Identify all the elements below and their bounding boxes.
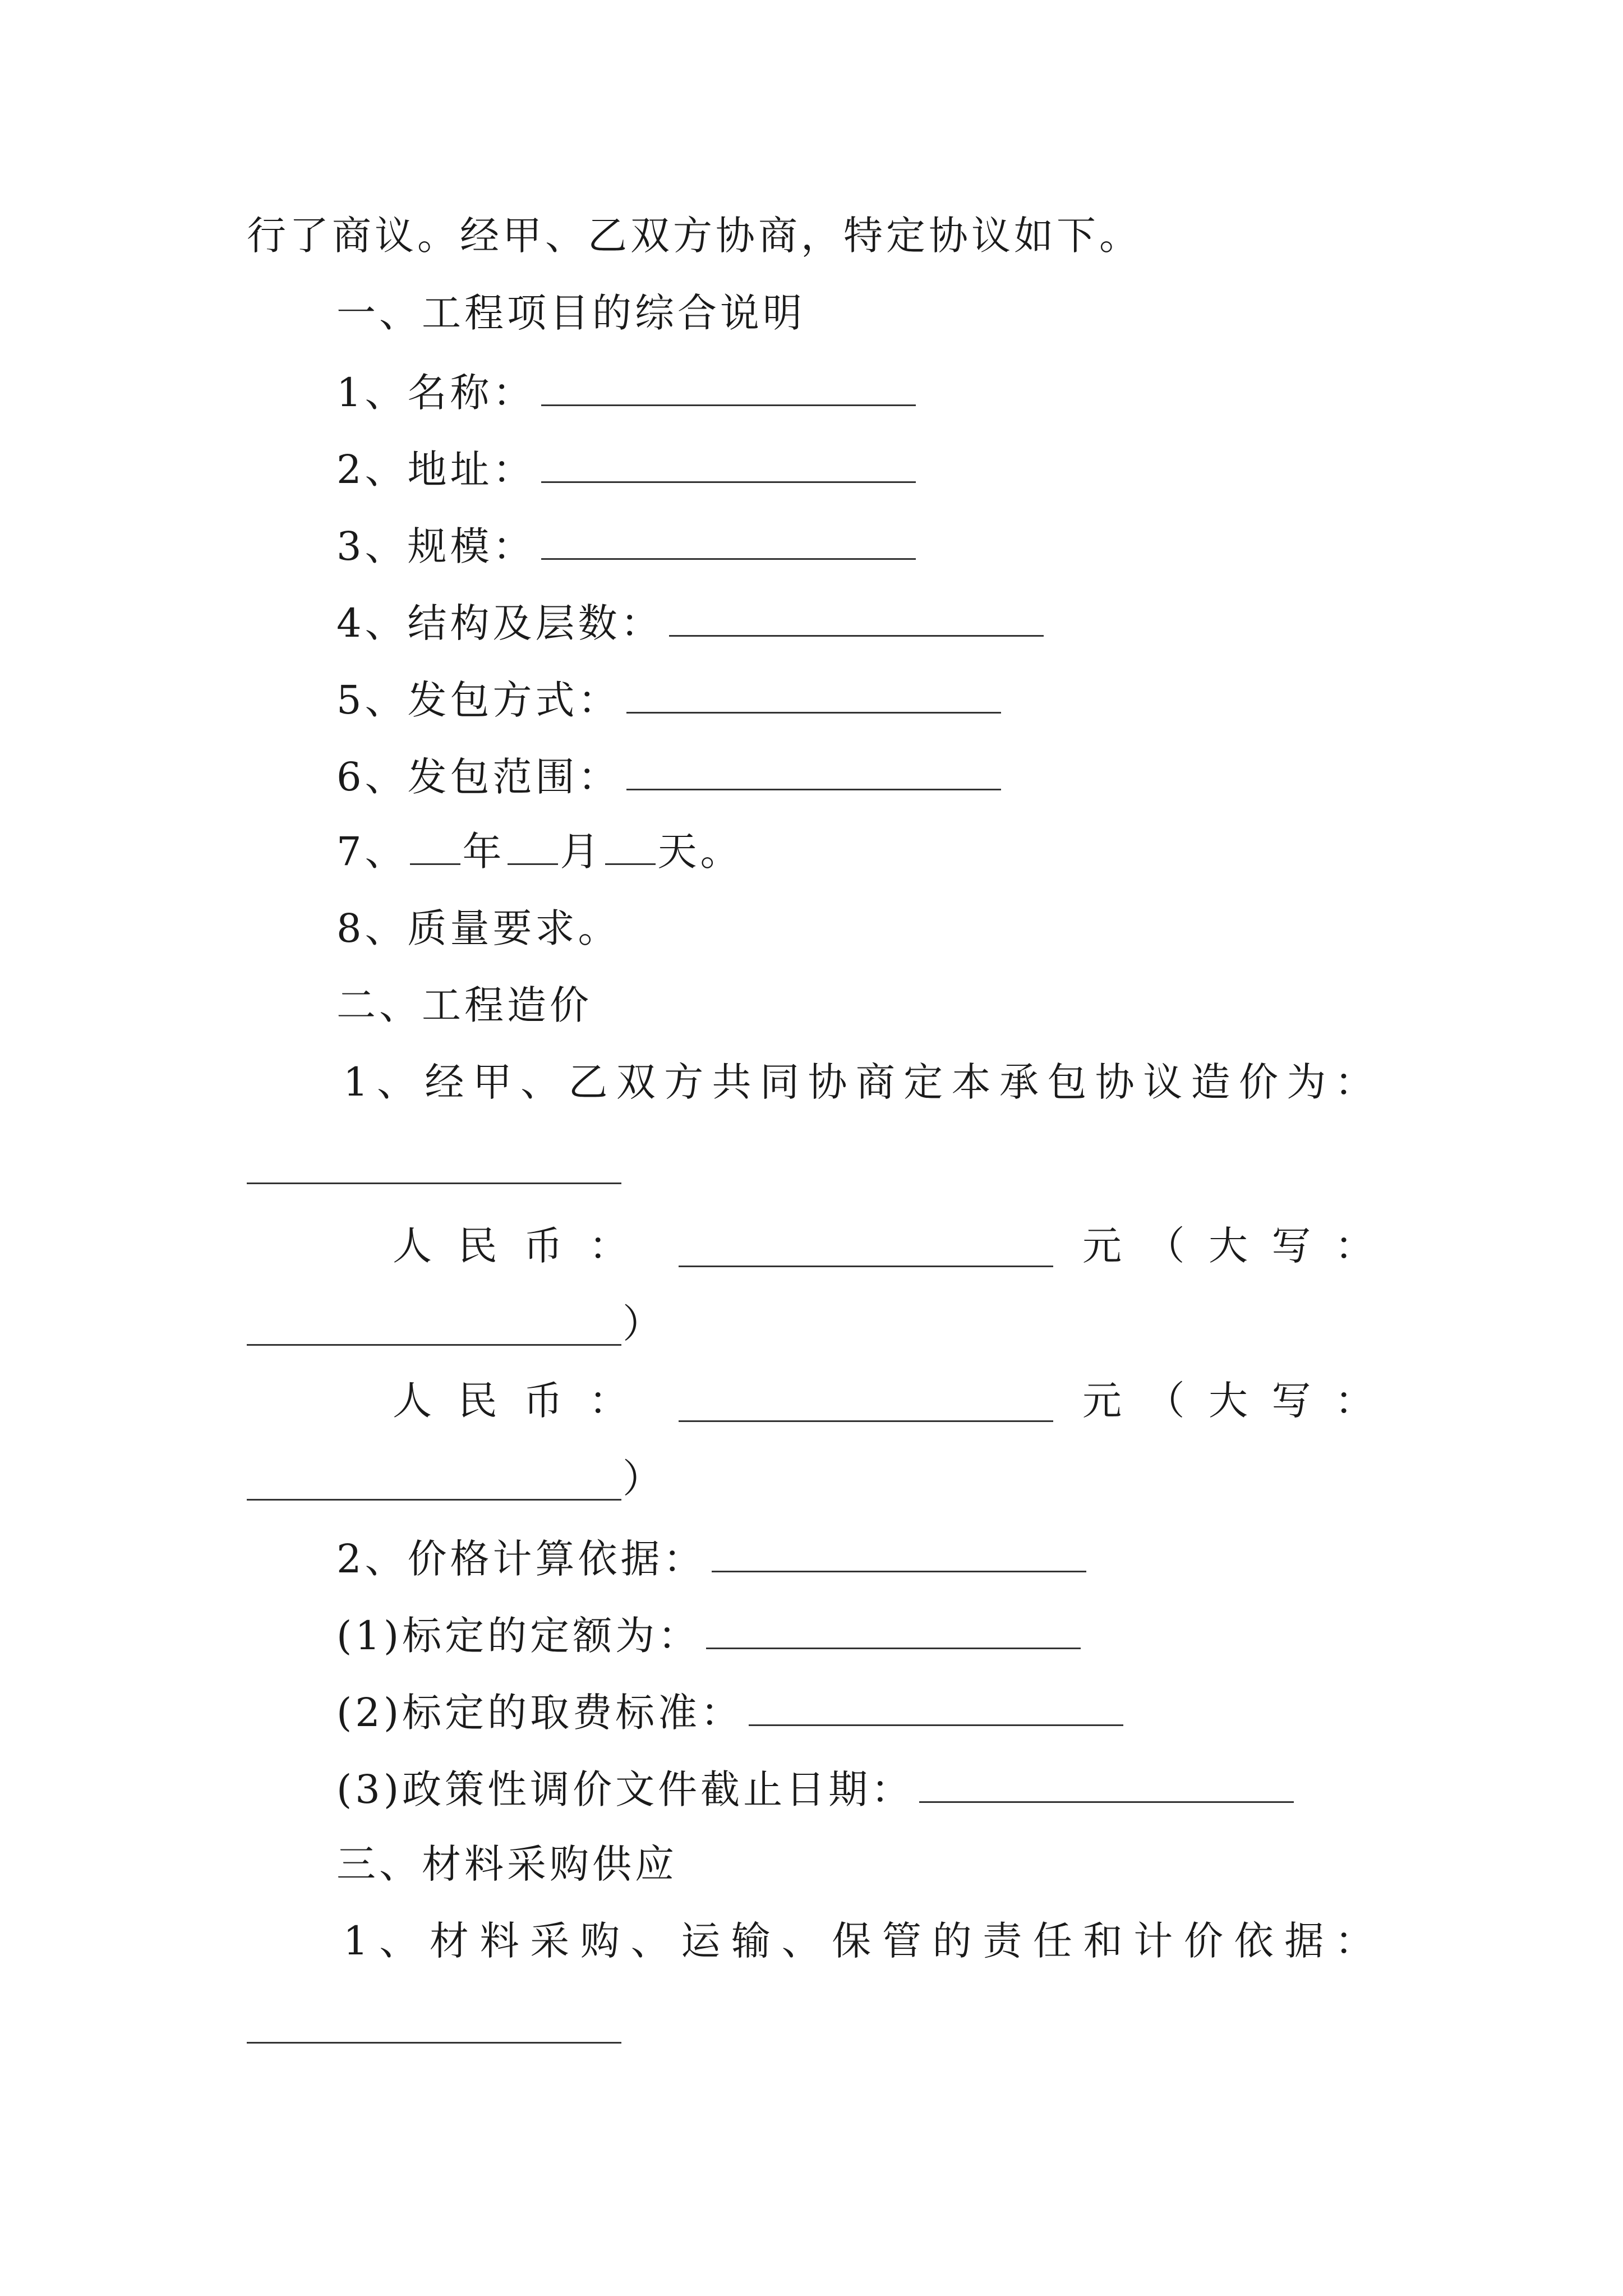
fill-blank — [626, 749, 1001, 790]
char: 民 — [458, 1223, 497, 1269]
char: 币 — [523, 1378, 563, 1424]
char: 经 — [425, 1059, 464, 1105]
fill-blank — [541, 442, 916, 483]
day-blank — [605, 826, 656, 865]
char: 料 — [479, 1918, 519, 1964]
char: 同 — [760, 1059, 800, 1105]
char: 协 — [1095, 1059, 1135, 1105]
char: 包 — [1047, 1059, 1087, 1105]
item-scale — [336, 519, 916, 572]
char: 写 — [1271, 1223, 1311, 1269]
rmb-uppercase-label — [1082, 1221, 1374, 1271]
rmb-uppercase-label — [1082, 1375, 1374, 1426]
char: 购 — [580, 1918, 620, 1964]
char: 任 — [1032, 1918, 1072, 1964]
price-fill-blank — [247, 1182, 621, 1184]
char: （ — [1145, 1378, 1185, 1424]
char: 的 — [932, 1918, 972, 1964]
char: 采 — [530, 1918, 570, 1964]
char: 承 — [999, 1059, 1039, 1105]
fill-blank — [749, 1685, 1123, 1726]
rmb-amount-blank — [679, 1266, 1053, 1267]
fill-blank — [541, 365, 916, 406]
rmb-label — [393, 1221, 628, 1271]
item-label: (2)标定的取费标准： — [336, 1690, 744, 1736]
section1-heading: 一、工程项目的综合说明 — [336, 290, 805, 336]
char: 材 — [429, 1918, 469, 1964]
day-label: 天。 — [657, 829, 743, 875]
rmb-label — [393, 1375, 628, 1426]
close-paren: ） — [623, 1301, 665, 1347]
item-number: 7、 — [336, 829, 408, 875]
char: 为 — [1287, 1059, 1326, 1105]
item-label: 3、规模： — [336, 523, 536, 569]
fill-blank — [712, 1531, 1086, 1572]
item-name — [336, 365, 916, 418]
char: 本 — [951, 1059, 991, 1105]
char: 、 — [520, 1059, 560, 1105]
item-address — [336, 442, 916, 495]
item-quality: 8、质量要求。 — [336, 905, 621, 951]
char: 运 — [681, 1918, 721, 1964]
char: 输 — [731, 1918, 771, 1964]
char: 、 — [781, 1918, 821, 1964]
char: 和 — [1083, 1918, 1123, 1964]
char: 甲 — [472, 1059, 512, 1105]
price-basis — [336, 1531, 1086, 1584]
year-label: 年 — [462, 829, 505, 875]
char: ： — [1334, 1918, 1374, 1964]
month-blank — [508, 826, 558, 865]
fill-blank — [626, 673, 1001, 714]
rmb-uppercase-blank — [247, 1344, 621, 1346]
price-sentence — [343, 1057, 1374, 1107]
quota-item — [336, 1608, 1081, 1661]
policy-deadline-item — [336, 1762, 1294, 1815]
section2-heading: 二、工程造价 — [336, 982, 592, 1028]
fill-blank — [706, 1608, 1081, 1649]
char: 责 — [983, 1918, 1022, 1964]
char: 、 — [630, 1918, 670, 1964]
fill-blank — [919, 1762, 1294, 1803]
char: 1 — [343, 1918, 368, 1964]
char: ： — [1335, 1378, 1374, 1424]
char: 双 — [616, 1059, 656, 1105]
char: 依 — [1234, 1918, 1274, 1964]
year-blank — [410, 826, 460, 865]
char: 1 — [343, 1059, 368, 1105]
char: 方 — [664, 1059, 704, 1105]
char: 保 — [832, 1918, 872, 1964]
char: 民 — [458, 1378, 497, 1424]
char: 协 — [808, 1059, 847, 1105]
item-label: 5、发包方式： — [336, 677, 621, 723]
char: 、 — [376, 1059, 416, 1105]
item-label: 4、结构及层数： — [336, 600, 663, 646]
item-structure — [336, 596, 1044, 648]
char: 管 — [882, 1918, 921, 1964]
char: ： — [1335, 1223, 1374, 1269]
item-label: (3)政策性调价文件截止日期： — [336, 1766, 914, 1812]
material-fill-blank — [247, 2042, 621, 2044]
item-label: 6、发包范围： — [336, 754, 621, 800]
char: 写 — [1271, 1378, 1311, 1424]
char: （ — [1145, 1223, 1185, 1269]
fill-blank — [669, 596, 1044, 637]
rmb-uppercase-blank — [247, 1499, 621, 1501]
char: 、 — [379, 1918, 419, 1964]
fee-standard-item — [336, 1685, 1123, 1738]
item-period — [336, 826, 743, 877]
rmb-amount-blank — [679, 1420, 1053, 1422]
char: 共 — [712, 1059, 751, 1105]
item-contract-method — [336, 673, 1001, 725]
char: 议 — [1143, 1059, 1183, 1105]
section3-heading: 三、材料采购供应 — [336, 1841, 677, 1887]
char: 定 — [903, 1059, 943, 1105]
close-paren: ） — [623, 1456, 665, 1502]
char: 计 — [1133, 1918, 1173, 1964]
char: 乙 — [568, 1059, 608, 1105]
char: 币 — [523, 1223, 563, 1269]
item-label: 2、地址： — [336, 447, 536, 493]
char: ： — [588, 1223, 628, 1269]
char: 大 — [1209, 1223, 1248, 1269]
month-label: 月 — [560, 829, 603, 875]
char: 人 — [393, 1378, 432, 1424]
char: 价 — [1183, 1918, 1223, 1964]
item-label: (1)标定的定额为： — [336, 1613, 701, 1659]
item-label: 1、名称： — [336, 370, 536, 416]
char: 造 — [1191, 1059, 1230, 1105]
item-contract-scope — [336, 749, 1001, 802]
fill-blank — [541, 519, 916, 560]
material-sentence — [343, 1916, 1374, 1966]
char: ： — [1334, 1059, 1374, 1105]
intro-text: 行了商议。经甲、乙双方协商，特定协议如下。 — [247, 213, 1142, 259]
item-label: 2、价格计算依据： — [336, 1536, 706, 1582]
char: ： — [588, 1378, 628, 1424]
char: 据 — [1284, 1918, 1324, 1964]
char: 人 — [393, 1223, 432, 1269]
char: 价 — [1238, 1059, 1278, 1105]
char: 大 — [1209, 1378, 1248, 1424]
char: 元 — [1082, 1378, 1122, 1424]
char: 元 — [1082, 1223, 1122, 1269]
char: 商 — [855, 1059, 895, 1105]
